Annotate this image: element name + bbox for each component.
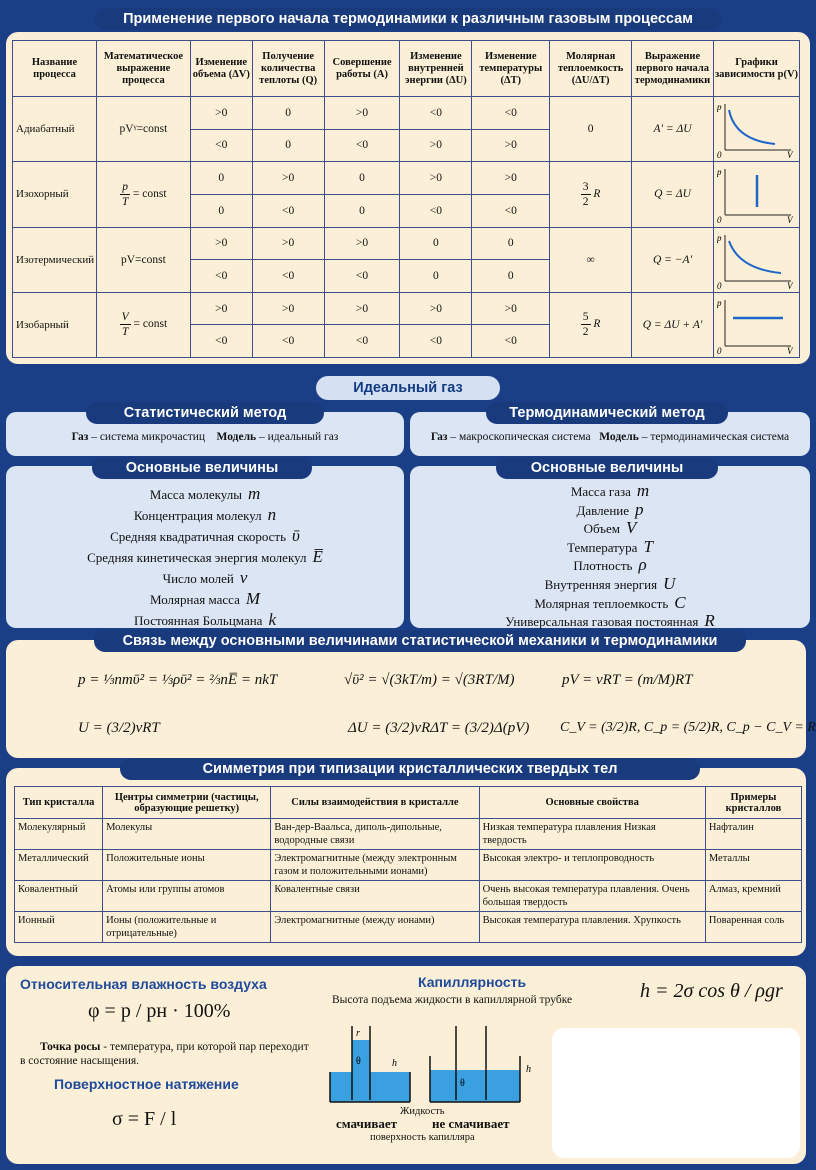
- not-wets-label: не смачивает: [432, 1116, 510, 1131]
- cell: Молекулы: [103, 819, 271, 850]
- cell: >0: [400, 129, 472, 162]
- cell: 0: [190, 162, 252, 195]
- cell-expr: pVᵞ=const: [96, 97, 190, 162]
- th-dt: Изменение температуры (ΔT): [472, 41, 550, 97]
- cell: Алмаз, кремний: [705, 881, 801, 912]
- process-table: [12, 40, 800, 358]
- axis-v: V: [787, 345, 793, 354]
- cell: <0: [472, 97, 550, 130]
- cell: 0: [400, 227, 472, 260]
- axis-p: p: [717, 167, 722, 178]
- left-item: Молярная масса M: [149, 589, 261, 608]
- cell: 0: [472, 227, 550, 260]
- cell-expr: pV=const: [96, 227, 190, 292]
- cell: Высокая электро- и теплопроводность: [479, 850, 705, 881]
- cap-title: Капиллярность: [418, 974, 527, 990]
- left-item: Средняя квадратичная скорость ῡ: [110, 526, 300, 545]
- cell: >0: [190, 292, 252, 325]
- cell: >0: [472, 162, 550, 195]
- stat-def: Газ – система микрочастиц Модель – идеальный газ: [71, 431, 339, 443]
- cell: 0: [252, 129, 324, 162]
- table-row: [15, 912, 802, 943]
- left-item: Средняя кинетическая энергия молекул E̅: [87, 547, 323, 566]
- formula-state: pV = νRT = (m/M)RT: [562, 672, 693, 688]
- cell: >0: [400, 292, 472, 325]
- cell: >0: [252, 162, 324, 195]
- formula-velocity: √ῡ² = √(3kT/m) = √(3RT/M): [344, 672, 515, 688]
- cell: Молекулярный: [15, 819, 103, 850]
- row-isobaric-1: [13, 292, 800, 325]
- cell: <0: [324, 325, 400, 358]
- cell: 0: [190, 194, 252, 227]
- cell: >0: [190, 227, 252, 260]
- cell-law: A' = ΔU: [632, 97, 714, 162]
- graph-isobaric: [713, 292, 799, 357]
- left-item: Постоянная Больцмана k: [134, 610, 276, 629]
- label-theta-right: θ: [460, 1078, 465, 1089]
- left-item: Концентрация молекул n: [133, 505, 277, 524]
- label-h-right: h: [526, 1064, 531, 1075]
- cell: Электромагнитные (между электронным газом и положительными ионами): [271, 850, 479, 881]
- axis-0: 0: [717, 215, 722, 224]
- cell: Ковалентные связи: [271, 881, 479, 912]
- cell: Ионный: [15, 912, 103, 943]
- cell-c: 0: [550, 97, 632, 162]
- th-a: Совершение работы (A): [324, 41, 400, 97]
- cell: <0: [252, 194, 324, 227]
- right-item: Молярная теплоемкость C: [534, 592, 686, 612]
- surface-label: поверхность капилляра: [370, 1132, 475, 1143]
- dew-point-text: Точка росы - температура, при которой пар переходит в состояние насыщения.: [20, 1041, 309, 1067]
- basic-left-list: [6, 484, 404, 631]
- cell: Электромагнитные (между ионами): [271, 912, 479, 943]
- humidity-title: Относительная влажность воздуха: [20, 976, 267, 992]
- cell: Нафталин: [705, 819, 801, 850]
- right-item: Давление p: [576, 499, 644, 519]
- tension-formula: σ = F / l: [112, 1108, 177, 1130]
- axis-p: p: [717, 297, 722, 308]
- formula-pressure: p = ⅓nmῡ² = ⅓ρῡ² = ⅔nE̅ = nkT: [78, 672, 278, 688]
- th-law: Выражение первого начала термодинамики: [632, 41, 714, 97]
- cell: <0: [324, 129, 400, 162]
- liquid-right: [430, 1070, 520, 1102]
- table-row: [15, 850, 802, 881]
- cell-law: Q = ΔU: [632, 162, 714, 227]
- cell-expr: $\frac{p}{T}$ = const: [96, 162, 190, 227]
- th-c: Молярная теплоемкость (ΔU/ΔT): [550, 41, 632, 97]
- label-r: r: [356, 1028, 360, 1039]
- axis-0: 0: [717, 150, 722, 159]
- cell: >0: [324, 97, 400, 130]
- label-theta-left: θ: [356, 1056, 361, 1067]
- white-box: [552, 1028, 800, 1158]
- cell: Высокая температура плавления. Хрупкость: [479, 912, 705, 943]
- cell-name: Адиабатный: [13, 97, 97, 162]
- cell: 0: [324, 162, 400, 195]
- th-q: Получение количества теплоты (Q): [252, 41, 324, 97]
- cell: <0: [190, 260, 252, 293]
- th-graph: Графики зависимости p(V): [713, 41, 799, 97]
- cell: Ван-дер-Ваальса, диполь-дипольные, водородные связи: [271, 819, 479, 850]
- cell: <0: [400, 325, 472, 358]
- cell: >0: [252, 227, 324, 260]
- graph-adiabatic: [713, 97, 799, 162]
- cell: <0: [190, 129, 252, 162]
- right-item: Температура T: [567, 536, 653, 556]
- wets-label: смачивает: [336, 1116, 398, 1131]
- cell-name: Изохорный: [13, 162, 97, 227]
- basic-right-list: [410, 482, 810, 631]
- cell: >0: [472, 129, 550, 162]
- th-dv: Изменение объема (ΔV): [190, 41, 252, 97]
- right-item: Масса газа m: [570, 481, 650, 500]
- formula-heat-capacity: C_V = (3/2)R, C_p = (5/2)R, C_p − C_V = R: [560, 720, 816, 735]
- th-expr: Математическое выражение процесса: [96, 41, 190, 97]
- left-item: Масса молекулы m: [149, 484, 261, 503]
- axis-v: V: [787, 280, 793, 289]
- cell-law: Q = ΔU + A': [632, 292, 714, 357]
- capillary-diagram: [326, 1016, 546, 1106]
- cap-formula: h = 2σ cos θ / ρgr: [640, 980, 783, 1002]
- cell: <0: [472, 194, 550, 227]
- stat-title: Статистический метод: [86, 402, 324, 424]
- cell: Ковалентный: [15, 881, 103, 912]
- cell: Очень высокая температура плавления. Очень большая твердость: [479, 881, 705, 912]
- humidity-formula: φ = p / pн · 100%: [88, 1000, 231, 1022]
- cell: <0: [252, 325, 324, 358]
- axis-p: p: [717, 102, 722, 113]
- row-isochoric-1: [13, 162, 800, 195]
- cell: <0: [252, 260, 324, 293]
- cell: Ионы (положительные и отрицательные): [103, 912, 271, 943]
- cell: 0: [472, 260, 550, 293]
- th-examples: Примеры кристаллов: [705, 787, 801, 819]
- th-name: Название процесса: [13, 41, 97, 97]
- cell-expr: $\frac{V}{T}$ = const: [96, 292, 190, 357]
- cell: Поваренная соль: [705, 912, 801, 943]
- cell-name: Изобарный: [13, 292, 97, 357]
- basic-right-title: Основные величины: [496, 457, 718, 479]
- formula-delta-u: ΔU = (3/2)νRΔT = (3/2)Δ(pV): [348, 720, 530, 736]
- cell: Низкая температура плавления Низкая твердость: [479, 819, 705, 850]
- label-h-left: h: [392, 1058, 397, 1069]
- tension-title: Поверхностное натяжение: [54, 1076, 239, 1092]
- cell-c: $\frac{5}{2}$ R: [550, 292, 632, 357]
- liquid-label: Жидкость: [400, 1106, 445, 1117]
- cell: <0: [472, 325, 550, 358]
- th-type: Тип кристалла: [15, 787, 103, 819]
- cell: >0: [324, 292, 400, 325]
- cell: >0: [472, 292, 550, 325]
- cell: >0: [324, 227, 400, 260]
- graph-isothermal: [713, 227, 799, 292]
- ideal-title: Идеальный газ: [316, 376, 500, 400]
- right-item: Внутренняя энергия U: [544, 573, 676, 593]
- axis-0: 0: [717, 345, 722, 354]
- right-item: Плотность ρ: [573, 555, 647, 575]
- left-item: Число молей ν: [162, 568, 248, 587]
- column-left: [352, 1040, 370, 1074]
- cell: <0: [400, 194, 472, 227]
- cell: Металлический: [15, 850, 103, 881]
- link-panel: [6, 640, 806, 758]
- graph-isochoric: [713, 162, 799, 227]
- cell: <0: [400, 97, 472, 130]
- cap-subtitle: Высота подъема жидкости в капиллярной трубке: [332, 994, 573, 1006]
- table-row: [15, 881, 802, 912]
- cell-name: Изотермический: [13, 227, 97, 292]
- cell: 0: [252, 97, 324, 130]
- th-centers: Центры симметрии (частицы, образующие решетку): [103, 787, 271, 819]
- cell: >0: [190, 97, 252, 130]
- cell: Металлы: [705, 850, 801, 881]
- cell: <0: [190, 325, 252, 358]
- row-adiabatic-1: [13, 97, 800, 130]
- cell: >0: [400, 162, 472, 195]
- formula-energy: U = (3/2)νRT: [78, 720, 160, 736]
- cell: 0: [400, 260, 472, 293]
- link-title: Связь между основными величинами статистической механики и термодинамики: [94, 630, 746, 652]
- cell: >0: [252, 292, 324, 325]
- crystal-title: Симметрия при типизации кристаллических твердых тел: [120, 758, 700, 780]
- thermo-def: Газ – макроскопическая система Модель – термодинамическая система: [430, 431, 790, 443]
- cell-c: $\frac{3}{2}$ R: [550, 162, 632, 227]
- th-props: Основные свойства: [479, 787, 705, 819]
- axis-v: V: [787, 215, 793, 224]
- row-isothermal-1: [13, 227, 800, 260]
- cell: Атомы или группы атомов: [103, 881, 271, 912]
- right-item: Универсальная газовая постоянная R: [505, 611, 715, 631]
- thermo-title: Термодинамический метод: [486, 402, 728, 424]
- table-row: [15, 819, 802, 850]
- right-item: Объем V: [583, 518, 637, 538]
- th-du: Изменение внутренней энергии (ΔU): [400, 41, 472, 97]
- th-forces: Силы взаимодействия в кристалле: [271, 787, 479, 819]
- cell: Положительные ионы: [103, 850, 271, 881]
- cell: 0: [324, 194, 400, 227]
- cell: <0: [324, 260, 400, 293]
- axis-v: V: [787, 150, 793, 159]
- cell-law: Q = −A': [632, 227, 714, 292]
- top-title: Применение первого начала термодинамики к различным газовым процессам: [95, 8, 721, 30]
- axis-p: p: [717, 232, 722, 243]
- crystal-table: [14, 786, 802, 943]
- axis-0: 0: [717, 280, 722, 289]
- cell-c: ∞: [550, 227, 632, 292]
- basic-left-title: Основные величины: [92, 457, 312, 479]
